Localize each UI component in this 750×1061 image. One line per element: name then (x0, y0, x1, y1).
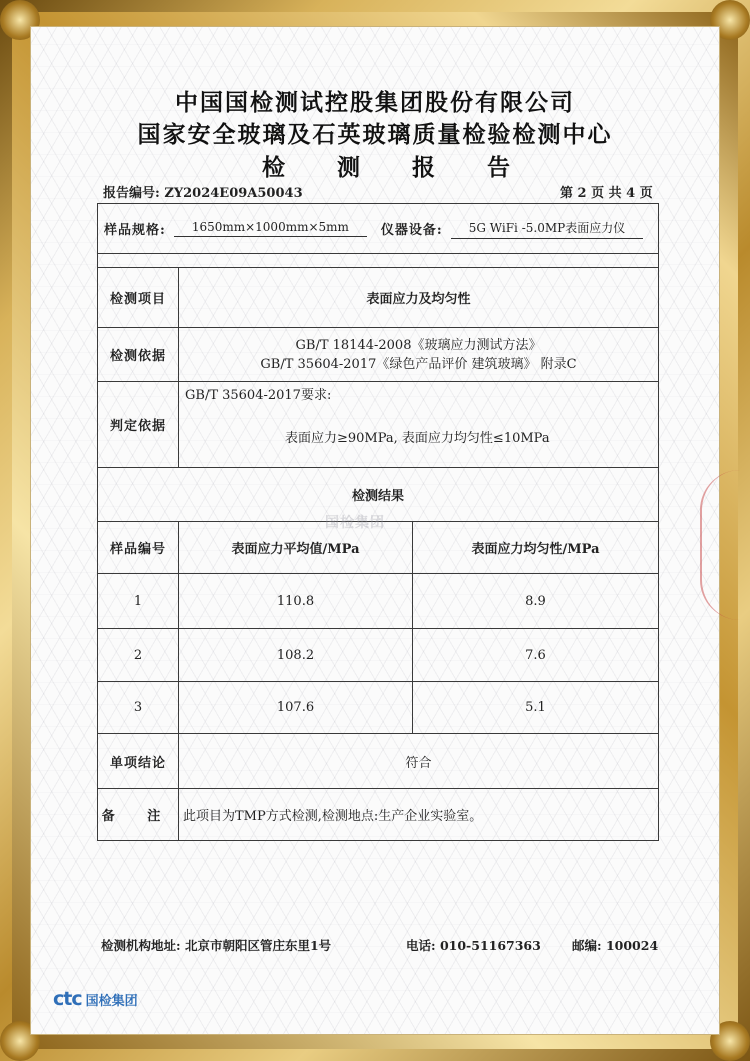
center-name: 国家安全玻璃及石英玻璃质量检验检测中心 (137, 121, 613, 148)
criteria-value (179, 382, 659, 468)
report-number-label: 报告编号: (103, 186, 160, 201)
uniform-value: 7.6 (413, 629, 659, 682)
watermark: 国检集团 (325, 515, 385, 531)
remark-row (98, 789, 659, 841)
avg-value: 110.8 (179, 574, 413, 629)
col-uniform-header: 表面应力均匀性/MPa (413, 522, 659, 574)
criteria-line-2: 表面应力≥90MPa, 表面应力均匀性≤10MPa (285, 431, 550, 446)
footer-address: 检测机构地址: 北京市朝阳区管庄东里1号 (101, 938, 332, 953)
table-row (98, 574, 659, 629)
sample-no: 2 (98, 629, 179, 682)
doc-title: 检 测 报 告 (261, 154, 533, 181)
instrument-label: 仪器设备: (380, 223, 443, 238)
sample-no: 3 (98, 682, 179, 734)
basis-line-1: GB/T 18144-2008《玻璃应力测试方法》 (295, 337, 542, 353)
item-row (98, 268, 659, 328)
avg-value: 107.6 (179, 682, 413, 734)
basis-value (179, 328, 659, 382)
sample-no: 1 (98, 574, 179, 629)
sample-spec-label: 样品规格: (104, 223, 166, 238)
avg-value: 108.2 (179, 629, 413, 682)
conclusion-value: 符合 (179, 734, 659, 789)
instrument-value: 5G WiFi -5.0MP表面应力仪 (451, 219, 643, 239)
conclusion-label: 单项结论 (98, 734, 179, 789)
basis-line-2: GB/T 35604-2017《绿色产品评价 建筑玻璃》 附录C (260, 356, 577, 372)
basis-row (98, 328, 659, 382)
item-value: 表面应力及均匀性 (179, 268, 659, 328)
criteria-line-1: GB/T 35604-2017要求: (185, 388, 332, 403)
page-info: 第 2 页 共 4 页 (560, 186, 653, 201)
table-row (98, 682, 659, 734)
spacer-row (98, 254, 659, 268)
table-row (98, 629, 659, 682)
footer-phone: 电话: 010-51167363 (406, 938, 541, 953)
report-number (103, 182, 303, 201)
footer-postcode: 邮编: 100024 (572, 938, 659, 953)
sample-spec-value: 1650mm×1000mm×5mm (174, 220, 367, 237)
basis-label: 检测依据 (98, 328, 179, 382)
remark-value: 此项目为TMP方式检测,检测地点:生产企业实验室。 (179, 789, 659, 841)
criteria-row (98, 382, 659, 468)
report-number-value: ZY2024E09A50043 (164, 186, 303, 201)
company-name: 中国国检测试控股集团股份有限公司 (175, 89, 575, 116)
logo-text: 国检集团 (85, 993, 138, 1009)
uniform-value: 8.9 (413, 574, 659, 629)
col-sample-header: 样品编号 (98, 522, 179, 574)
spec-row (98, 204, 659, 254)
remark-label: 备 注 (98, 789, 179, 841)
seal-mark (700, 470, 742, 620)
conclusion-row (98, 734, 659, 789)
ctc-logo (53, 988, 138, 1010)
col-avg-header: 表面应力平均值/MPa (179, 522, 413, 574)
item-label: 检测项目 (98, 268, 179, 328)
spacer-cell (98, 254, 659, 268)
results-title: 检测结果 (98, 468, 659, 522)
criteria-label: 判定依据 (98, 382, 179, 468)
logo-mark: ctc (53, 988, 82, 1010)
uniform-value: 5.1 (413, 682, 659, 734)
spec-cell (98, 204, 659, 254)
